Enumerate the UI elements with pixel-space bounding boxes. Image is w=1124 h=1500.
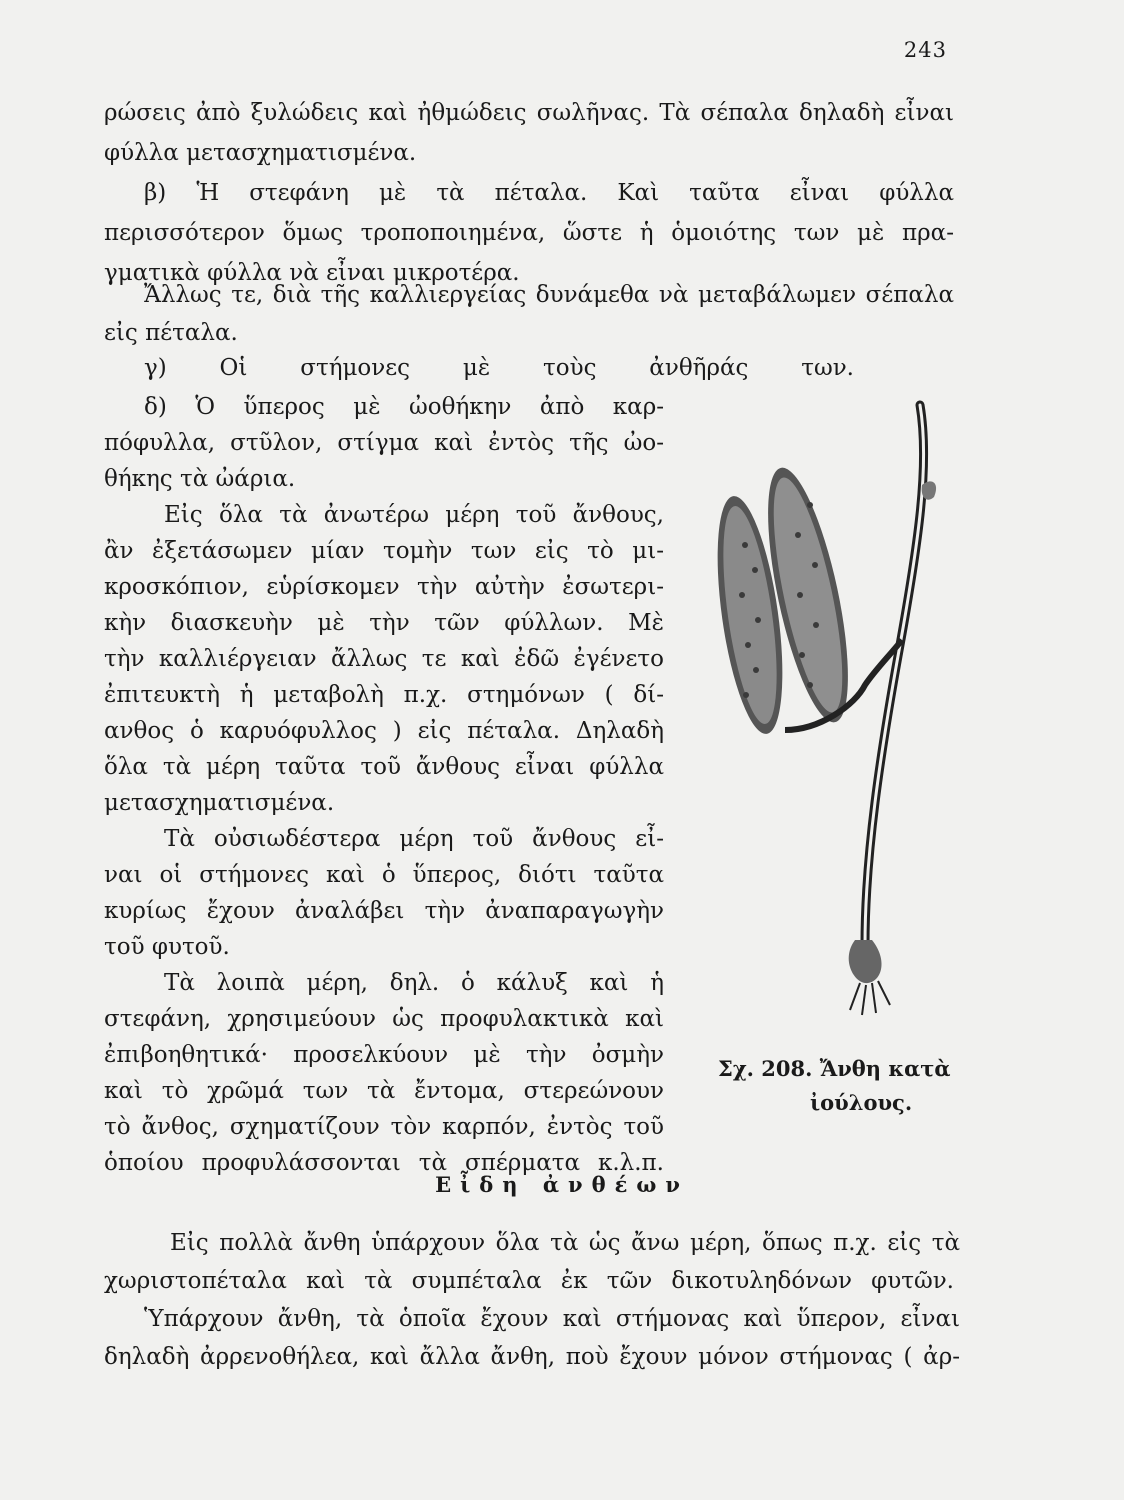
text-line: περισσότερον ὅμως τροποποιημένα, ὥστε ἡ ὁμοιότης των μὲ πρα- — [104, 220, 954, 246]
text-line: χωριστοπέταλα καὶ τὰ συμπέταλα ἐκ τῶν δικοτυληδόνων φυτῶν. — [104, 1268, 954, 1294]
figure-caption-line: ἰούλους. — [810, 1090, 913, 1115]
text-line: φύλλα μετασχηματισμένα. — [104, 140, 417, 166]
text-line: πόφυλλα, στῦλον, στίγμα καὶ ἐντὸς τῆς ὠο- — [104, 430, 664, 456]
text-line: κὴν διασκευὴν μὲ τὴν τῶν φύλλων. Μὲ — [104, 610, 664, 636]
text-line: τὴν καλλιέργειαν ἄλλως τε καὶ ἐδῶ ἐγένετο — [104, 646, 664, 672]
text-line: Ἄλλως τε, διὰ τῆς καλλιεργείας δυνάμεθα νὰ μεταβάλωμεν σέπαλα — [144, 282, 954, 308]
text-line: γματικὰ φύλλα νὰ εἶναι μικροτέρα. — [104, 260, 520, 286]
text-line: κροσκόπιον, εὑρίσκομεν τὴν αὐτὴν ἐσωτερι- — [104, 574, 664, 600]
text-line: τοῦ φυτοῦ. — [104, 934, 230, 960]
text-line: Εἰς ὅλα τὰ ἀνωτέρω μέρη τοῦ ἄνθους, — [164, 502, 664, 528]
figure-caption-line: Σχ. 208. Ἄνθη κατὰ — [718, 1056, 951, 1081]
text-line: καὶ τὸ χρῶμά των τὰ ἔντομα, στερεώνουν — [104, 1078, 664, 1104]
catkin-drawing — [690, 385, 970, 1035]
page-number: 243 — [903, 38, 947, 62]
text-line: κυρίως ἔχουν ἀναλάβει τὴν ἀναπαραγωγὴν — [104, 898, 664, 924]
text-line: ἐπιτευκτὴ ἡ μεταβολὴ π.χ. στημόνων ( δί- — [104, 682, 664, 708]
text-line: ἂν ἐξετάσωμεν μίαν τομὴν των εἰς τὸ μι- — [104, 538, 664, 564]
text-line: Τὰ οὐσιωδέστερα μέρη τοῦ ἄνθους εἶ- — [164, 826, 664, 852]
text-line: β) Ἡ στεφάνη μὲ τὰ πέταλα. Καὶ ταῦτα εἶναι φύλλα — [144, 180, 954, 206]
text-line: μετασχηματισμένα. — [104, 790, 335, 816]
text-line: ναι οἱ στήμονες καὶ ὁ ὕπερος, διότι ταῦτα — [104, 862, 664, 888]
text-line: Εἰς πολλὰ ἄνθη ὑπάρχουν ὅλα τὰ ὡς ἄνω μέρη, ὅπως π.χ. εἰς τὰ — [170, 1230, 960, 1256]
text-line: ὅλα τὰ μέρη ταῦτα τοῦ ἄνθους εἶναι φύλλα — [104, 754, 664, 780]
catkin-illustration — [690, 385, 970, 1035]
text-line: θήκης τὰ ὠάρια. — [104, 466, 296, 492]
text-line: στεφάνη, χρησιμεύουν ὡς προφυλακτικὰ καὶ — [104, 1006, 664, 1032]
text-line: δηλαδὴ ἀρρενοθήλεα, καὶ ἄλλα ἄνθη, ποὺ ἔχουν μόνον στήμονας ( ἀρ- — [104, 1344, 960, 1370]
text-line: ρώσεις ἀπὸ ξυλώδεις καὶ ἠθμώδεις σωλῆνας. Τὰ σέπαλα δηλαδὴ εἶναι — [104, 100, 954, 126]
text-line: γ) Οἱ στήμονες μὲ τοὺς ἀνθῆράς των. — [144, 355, 854, 381]
text-line: εἰς πέταλα. — [104, 320, 238, 346]
text-line: δ) Ὁ ὕπερος μὲ ὠοθήκην ἀπὸ καρ- — [144, 394, 664, 420]
text-line: ανθος ὁ καρυόφυλλος ) εἰς πέταλα. Δηλαδὴ — [104, 718, 664, 744]
text-line: Τὰ λοιπὰ μέρη, δηλ. ὁ κάλυξ καὶ ἡ — [164, 970, 664, 996]
text-line: Ὑπάρχουν ἄνθη, τὰ ὁποῖα ἔχουν καὶ στήμονας καὶ ὕπερον, εἶναι — [144, 1306, 960, 1332]
text-line: ἐπιβοηθητικά· προσελκύουν μὲ τὴν ὀσμὴν — [104, 1042, 664, 1068]
figure-caption — [718, 1052, 958, 1120]
text-line: τὸ ἄνθος, σχηματίζουν τὸν καρπόν, ἐντὸς τοῦ — [104, 1114, 664, 1140]
text-line: ὁποίου προφυλάσσονται τὰ σπέρματα κ.λ.π. — [104, 1150, 664, 1176]
section-heading: Εἶδη ἀνθέων — [435, 1172, 689, 1197]
